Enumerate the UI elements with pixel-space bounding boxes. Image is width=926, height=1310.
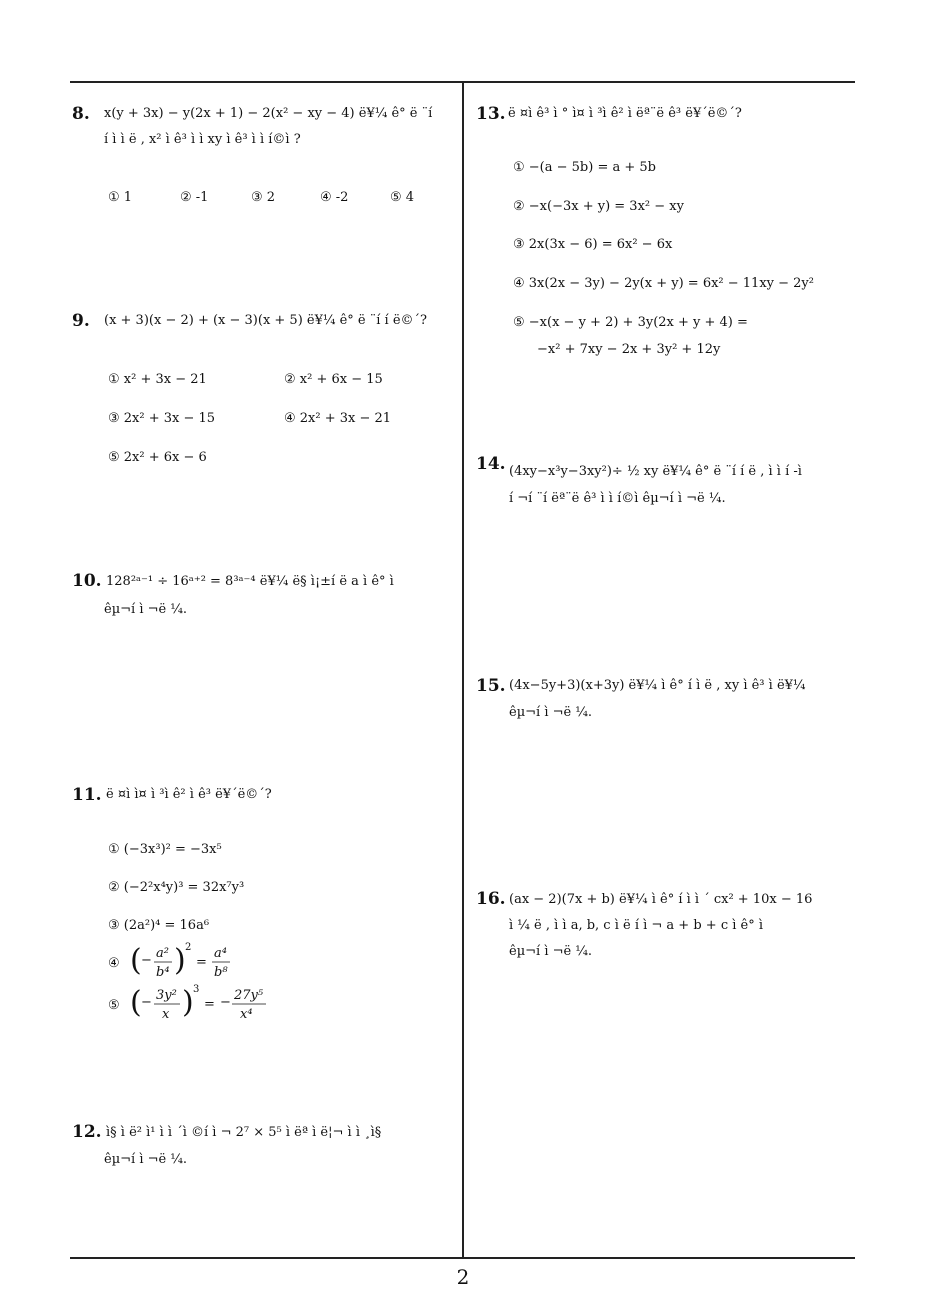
question-9-line1: (x + 3)(x − 2) + (x − 3)(x + 5) ë¥¼ ê° ë ¨í í ë©´? [104, 313, 427, 328]
svg-text:=: = [196, 955, 207, 970]
svg-text:x⁴: x⁴ [240, 1007, 253, 1022]
question-16-line2: ì ¼ ë , ì ì a, b, c ì ë í ì ¬ a + b + c ì ê° ì [509, 918, 764, 933]
svg-text:−: − [141, 995, 152, 1010]
bottom-rule [70, 1257, 855, 1259]
question-9-option-3: ③ 2x² + 3x − 15 [108, 411, 216, 426]
question-15-number: 15. [476, 676, 506, 696]
question-11-number: 11. [72, 785, 102, 805]
svg-text:): ) [174, 943, 186, 978]
question-11-option-1: ① (−3x³)² = −3x⁵ [108, 842, 222, 857]
question-16-number: 16. [476, 889, 506, 909]
question-12-number: 12. [72, 1122, 102, 1142]
question-16-line3: êµ¬í ì ¬ë ¼. [509, 944, 593, 959]
svg-text:3: 3 [193, 984, 200, 995]
svg-text:b⁸: b⁸ [214, 965, 228, 980]
question-8-number: 8. [72, 104, 90, 124]
question-11-option-4-marker: ④ [108, 956, 120, 971]
question-13-option-4: ④ 3x(2x − 3y) − 2y(x + y) = 6x² − 11xy − 2y² [513, 276, 814, 291]
question-11-option-2: ② (−2²x⁴y)³ = 32x⁷y³ [108, 880, 245, 895]
svg-text:27y⁵: 27y⁵ [234, 988, 264, 1003]
svg-text:2: 2 [185, 942, 192, 953]
question-8-option-3: ③ 2 [251, 190, 276, 205]
column-divider [462, 82, 464, 1258]
question-13-option-1: ① −(a − 5b) = a + 5b [513, 160, 656, 175]
svg-text:(: ( [130, 943, 142, 978]
question-9-option-4: ④ 2x² + 3x − 21 [284, 411, 392, 426]
question-10-number: 10. [72, 571, 102, 591]
page-number: 2 [456, 1265, 470, 1289]
question-8-line1: x(y + 3x) − y(2x + 1) − 2(x² − xy − 4) ë¥¼ ê° ë ¨í [104, 106, 433, 121]
question-11-option-5-expression [130, 980, 290, 1030]
svg-text:a²: a² [156, 946, 169, 961]
question-12-line1: ì§ ì ë² ì¹ ì ì ´ì ©í ì ¬ 2⁷ × 5⁵ ì ëª ì ë¦¬ ì ì ¸ì§ [106, 1125, 382, 1140]
question-11-line1: ë ¤ì ì¤ ì ³ì ê² ì ê³ ë¥´ë©´? [106, 787, 272, 802]
question-11-option-3: ③ (2a²)⁴ = 16a⁶ [108, 918, 210, 933]
svg-text:(: ( [130, 985, 142, 1020]
question-8-option-2: ② -1 [180, 190, 209, 205]
svg-text:−: − [141, 953, 152, 968]
svg-text:−: − [220, 995, 231, 1010]
question-8-line2: í ì ì ë , x² ì ê³ ì ì xy ì ê³ ì ì í©ì ? [104, 132, 301, 147]
svg-text:=: = [204, 997, 215, 1012]
question-13-number: 13. [476, 104, 506, 124]
question-13-line1: ë ¤ì ê³ ì ° ì¤ ì ³ì ê² ì ëª¨ë ê³ ë¥´ë©´? [508, 106, 742, 121]
question-8-option-4: ④ -2 [320, 190, 349, 205]
question-11-option-5-marker: ⑤ [108, 998, 120, 1013]
question-8-option-5: ⑤ 4 [390, 190, 415, 205]
question-13-option-2: ② −x(−3x + y) = 3x² − xy [513, 199, 684, 214]
question-16-line1: (ax − 2)(7x + b) ë¥¼ ì ê° í ì ì ´ cx² + 10x − 16 [509, 892, 813, 907]
question-13-option-5: ⑤ −x(x − y + 2) + 3y(2x + y + 4) = [513, 315, 748, 330]
question-13-option-3: ③ 2x(3x − 6) = 6x² − 6x [513, 237, 673, 252]
svg-text:): ) [182, 985, 194, 1020]
question-15-line2: êµ¬í ì ¬ë ¼. [509, 705, 593, 720]
question-10-line1: 128²ᵃ⁻¹ ÷ 16ᵃ⁺² = 8³ᵃ⁻⁴ ë¥¼ ë§ ì¡±í ë a ì ê° ì [106, 574, 394, 589]
question-14-line1: (4xy−x³y−3xy²)÷ ½ xy ë¥¼ ê° ë ¨í í ë , ì ì í -ì [509, 464, 802, 479]
question-9-option-2: ② x² + 6x − 15 [284, 372, 383, 387]
question-8-option-1: ① 1 [108, 190, 133, 205]
question-15-line1: (4x−5y+3)(x+3y) ë¥¼ ì ê° í ì ë , xy ì ê³ ì ë¥¼ [509, 678, 806, 693]
svg-text:3y²: 3y² [156, 988, 177, 1003]
question-13-option-5-continued: −x² + 7xy − 2x + 3y² + 12y [537, 342, 721, 357]
svg-text:b⁴: b⁴ [156, 965, 170, 980]
question-9-option-5: ⑤ 2x² + 6x − 6 [108, 450, 207, 465]
question-14-number: 14. [476, 454, 506, 474]
question-12-line2: êµ¬í ì ¬ë ¼. [104, 1152, 188, 1167]
svg-text:a⁴: a⁴ [214, 946, 227, 961]
question-9-option-1: ① x² + 3x − 21 [108, 372, 207, 387]
question-14-line2: í ¬í ¨í ëª¨ë ê³ ì ì í©ì êµ¬í ì ¬ë ¼. [509, 491, 726, 506]
svg-text:x: x [162, 1007, 170, 1022]
question-9-number: 9. [72, 311, 90, 331]
question-10-line2: êµ¬í ì ¬ë ¼. [104, 602, 188, 617]
